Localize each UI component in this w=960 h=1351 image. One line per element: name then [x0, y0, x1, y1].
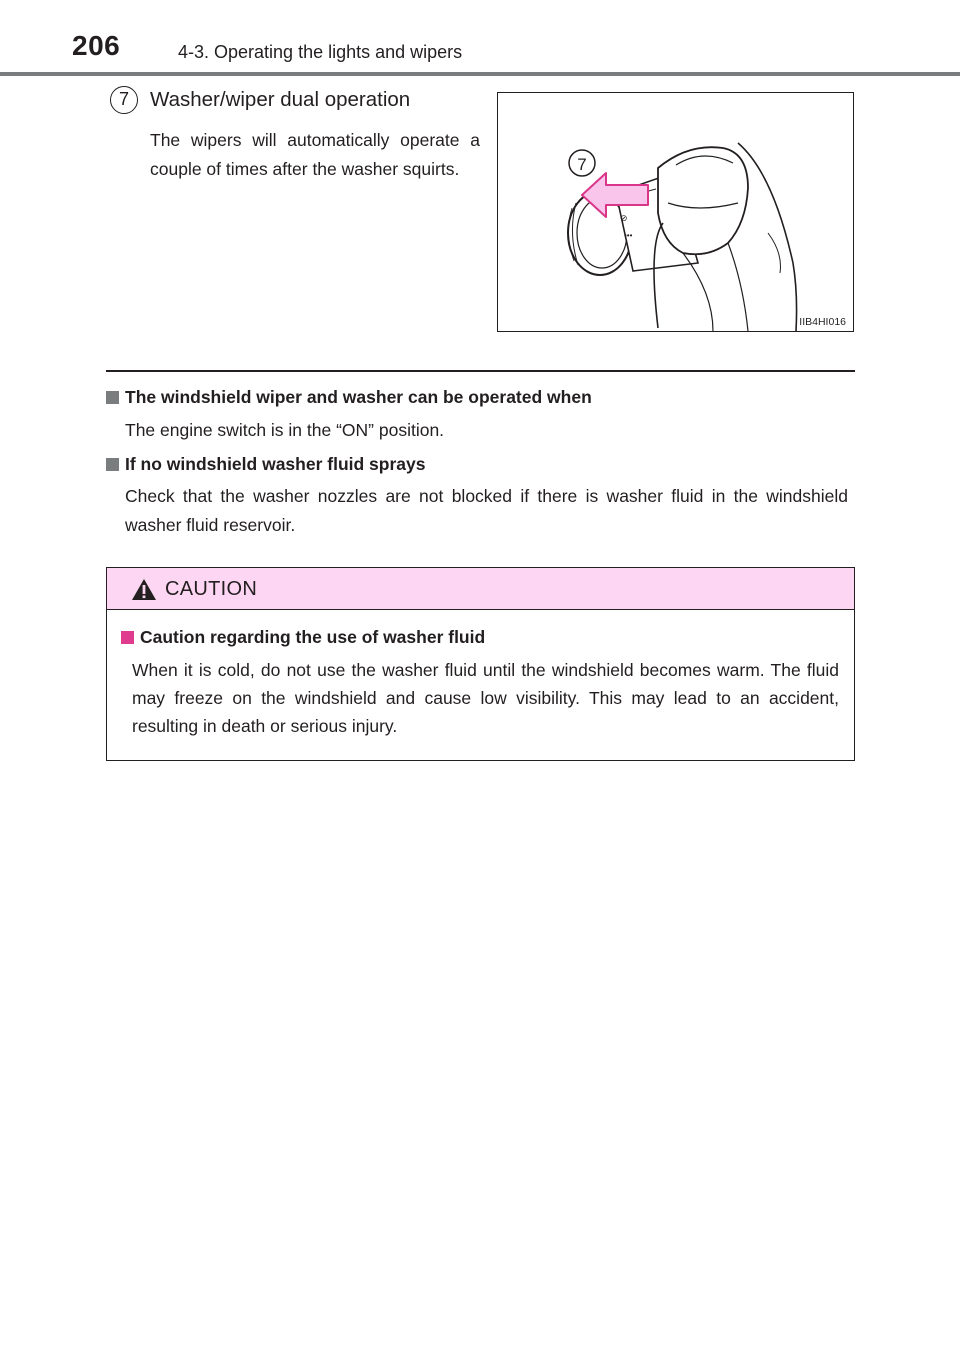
- note-body: The engine switch is in the “ON” position.: [125, 420, 445, 440]
- caution-body: When it is cold, do not use the washer fluid until the windshield becomes warm. The fluid may freeze on the windshield and cause low visibility. This may lead to an accident, resulting in death or serious injury.: [132, 660, 839, 736]
- page-number: 206: [72, 30, 121, 61]
- caution-heading: Caution regarding the use of washer fluid: [121, 627, 485, 648]
- step-number-badge: 7: [110, 86, 138, 114]
- step-description: The wipers will automatically operate a couple of times after the washer squirts.: [150, 130, 480, 179]
- note-heading: The windshield wiper and washer can be operated when: [106, 387, 592, 408]
- section-divider: [106, 370, 855, 372]
- square-bullet-icon: [121, 631, 134, 644]
- caution-label: CAUTION: [165, 578, 258, 600]
- step-title: Washer/wiper dual operation: [150, 88, 411, 111]
- figure-code: IIB4HI016: [799, 316, 846, 328]
- wiper-lever-illustration: [497, 92, 854, 332]
- square-bullet-icon: [106, 458, 119, 471]
- warning-triangle-icon: [131, 578, 157, 601]
- square-bullet-icon: [106, 391, 119, 404]
- figure-callout-number: 7: [577, 155, 587, 174]
- svg-text:⊘: ⊘: [620, 213, 628, 223]
- header-rule: [0, 72, 960, 76]
- caution-header: [107, 568, 854, 610]
- section-title: 4-3. Operating the lights and wipers: [178, 42, 463, 62]
- caution-box: [106, 567, 855, 761]
- svg-text:•••: •••: [624, 231, 633, 240]
- page-header: [0, 0, 960, 80]
- note-body: Check that the washer nozzles are not blocked if there is washer fluid in the windshield washer fluid reservoir.: [125, 486, 848, 535]
- note-heading: If no windshield washer fluid sprays: [106, 454, 425, 475]
- hand-pulling-lever-drawing: [498, 93, 853, 331]
